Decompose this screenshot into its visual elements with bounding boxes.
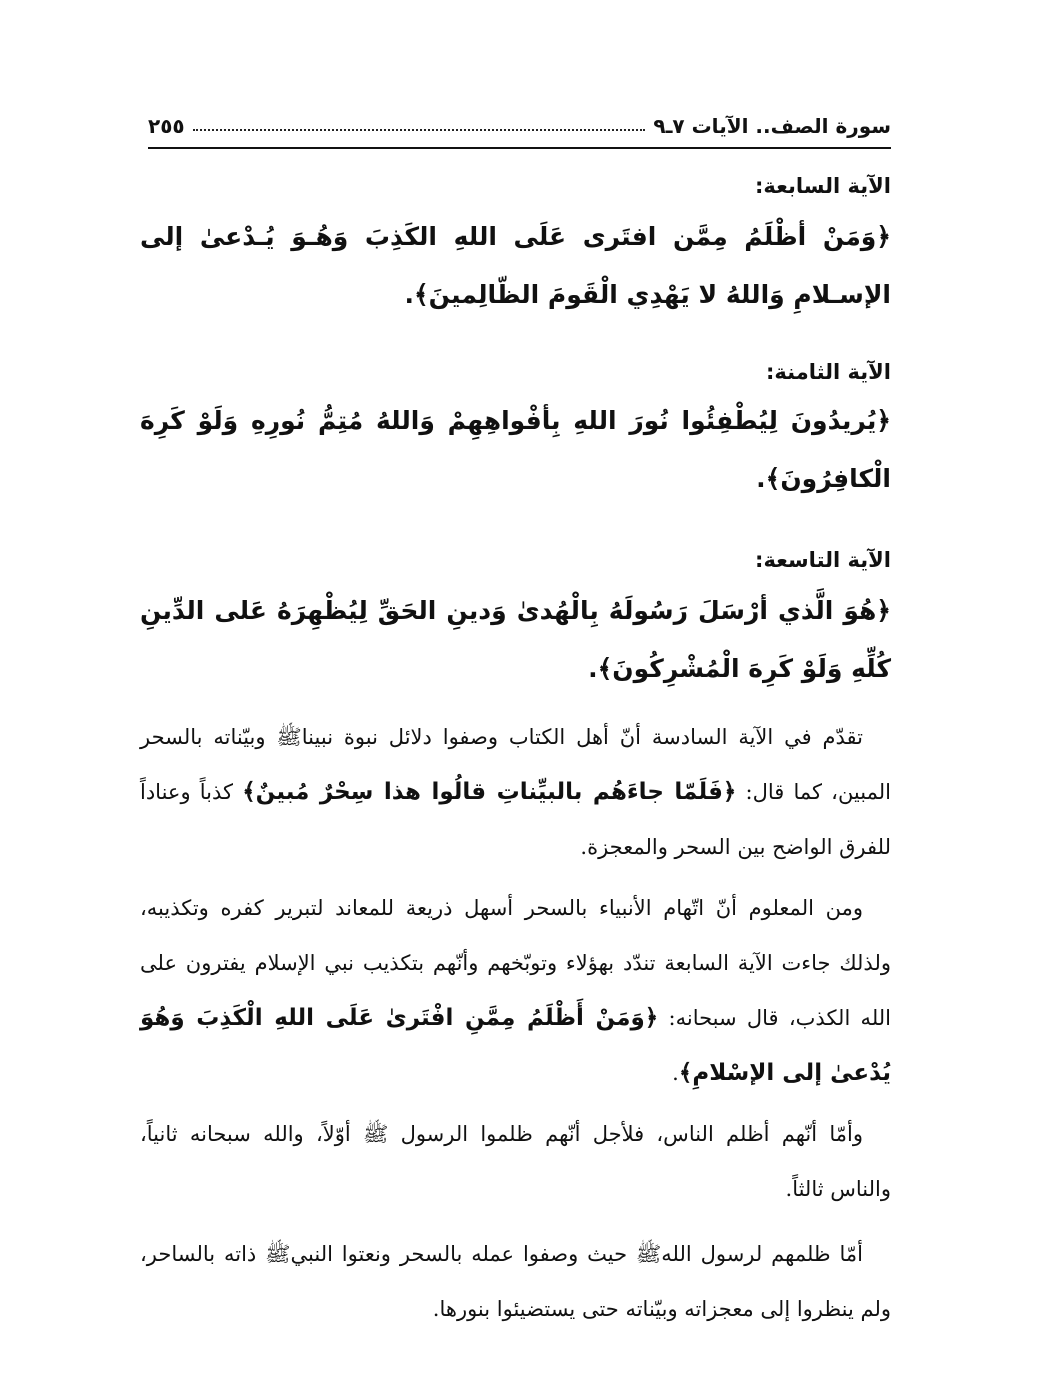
paragraph	[140, 710, 891, 875]
paragraph-text: ومن المعلوم أنّ اتّهام الأنبياء بالسحر أسهل ذريعة للمعاند لتبرير كفره وتكذيبه، ولذلك جاءت الآية السابعة تندّد بهؤلاء وتوبّخهم وأنّهم بتكذيب نبي الإسلام يفترون على الله الكذب، قال سبحانه:	[140, 896, 892, 1030]
paragraph-text: تقدّم في الآية السادسة أنّ أهل الكتاب وصفوا دلائل نبوة نبيناﷺ وبيّناته بالسحر المبين، كما قال:	[140, 725, 891, 804]
paragraph-text: وأمّا أنّهم أظلم الناس، فلأجل أنّهم ظلموا الرسول ﷺ أوّلاً، والله سبحانه ثانياً، والناس ثالثاً.	[140, 1122, 891, 1201]
paragraph-text: كذباً وعناداً للفرق الواضح بين السحر والمعجزة.	[140, 780, 891, 859]
header-title: سورة الصف.. الآيات ٧ـ٩	[653, 114, 891, 138]
verse-eighth: ﴿يُريدُونَ لِيُطْفِئُوا نُورَ اللهِ بِأفْواهِهِمْ وَاللهُ مُتِمُّ نُورِهِ وَلَوْ كَرِهَ الْكافِرُونَ﴾.	[140, 406, 891, 493]
paragraph-text: .	[672, 1061, 679, 1085]
page-body	[140, 168, 891, 1337]
section-heading-ninth: الآية التاسعة:	[755, 548, 891, 572]
section-heading-eighth: الآية الثامنة:	[765, 360, 891, 384]
running-header	[148, 98, 891, 138]
header-dot-leader	[193, 129, 646, 131]
inline-verse: ﴿وَمَنْ أَظْلَمُ مِمَّنِ افْتَرىٰ عَلَى اللهِ الْكَذِبَ وَهُوَ يُدْعىٰ إلى الإسْلامِ﴾	[140, 1005, 891, 1086]
verse-ninth: ﴿هُوَ الَّذي أرْسَلَ رَسُولَهُ بِالْهُدىٰ وَدينِ الحَقِّ لِيُظْهِرَهُ عَلى الدِّينِ كُلِّهِ وَلَوْ كَرِهَ الْمُشْرِكُونَ﴾.	[140, 596, 891, 683]
section-heading-seventh: الآية السابعة:	[755, 174, 891, 198]
paragraph	[140, 881, 891, 1101]
paragraph-text: أمّا ظلمهم لرسول اللهﷺ حيث وصفوا عمله بالسحر ونعتوا النبيﷺ ذاته بالساحر، ولم ينظروا إلى معجزاته وبيّناته حتى يستضيئوا بنورها.	[140, 1242, 891, 1321]
page-number: ٢٥٥	[148, 114, 185, 138]
inline-verse: ﴿فَلَمّا جاءَهُم بالبيِّناتِ قالُوا هذا سِحْرٌ مُبينٌ﴾	[242, 779, 737, 805]
verse-seventh: ﴿وَمَنْ أظْلَمُ مِمَّن افتَرى عَلَى اللهِ الكَذِبَ وَهُـوَ يُـدْعىٰ إلى الإسـلامِ وَاللهُ لا يَهْدِي الْقَومَ الظّالِمينَ﴾.	[140, 222, 891, 309]
paragraph	[140, 1107, 891, 1217]
paragraph	[140, 1227, 891, 1337]
header-rule	[148, 147, 891, 149]
